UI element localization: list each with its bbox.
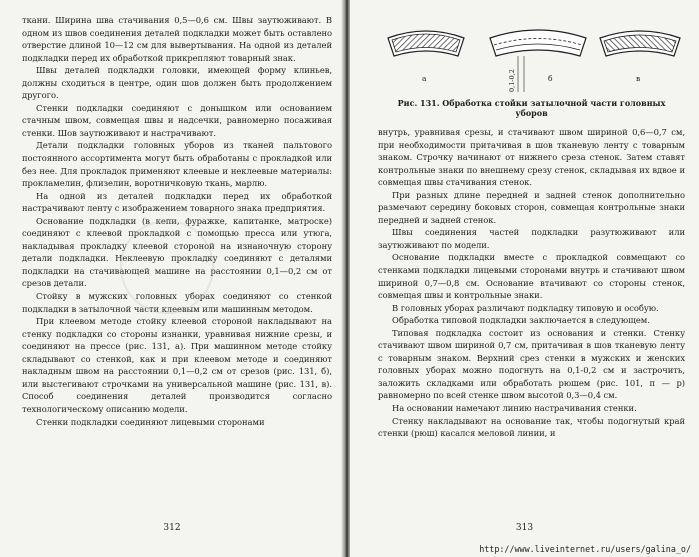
figure-piece-a xyxy=(388,31,464,56)
figure-caption: Рис. 131. Обработка стойки затылочной части головных уборов xyxy=(397,98,666,118)
paragraph: Основание подкладки вместе с прокладкой совмещают со стенками подкладки лицевыми сторонами внутрь и стачивают швом шириной 0,7—0,8 см. Основание втачивают со стороны стенок, совмещая швы и контрольные знаки. xyxy=(378,252,685,301)
paragraph: На основании намечают линию настрачивания стенки. xyxy=(392,403,637,414)
right-page-text xyxy=(378,126,685,440)
figure-label-a: а xyxy=(422,74,427,83)
figure-131 xyxy=(378,12,685,96)
left-page xyxy=(0,0,344,557)
watermark-stamp xyxy=(120,220,214,314)
paragraph: Обработка типовой подкладки заключается в следующем. xyxy=(392,315,650,326)
paragraph: Стенку накладывают на основание так, чтобы подогнутый край стенки (рюш) касался меловой линии, и xyxy=(378,415,685,439)
paragraph: внутрь, уравнивая срезы, и стачивают швом шириной 0,6—0,7 см, при необходимости притачивая в шов тканевую ленту с товарным знаком. Строчку начинают от нижнего среза стенок. Затем ставят контрольные знаки по внешнему срезу стенок, складывая их вдвое и совмещая швы стачивания стенок. xyxy=(378,127,685,188)
paragraph: ткани. Ширина шва стачивания 0,5—0,6 см. Швы заутюживают. В одном из швов соединения деталей подкладки может быть оставлено отверстие длиной 10—12 см для вывертывания. На одной из деталей подкладки перед их обработкой прикрепляют товарный знак. xyxy=(22,15,332,63)
figure-piece-b xyxy=(490,30,586,92)
right-page xyxy=(350,0,699,557)
paragraph: Швы деталей подкладки головки, имеющей форму клиньев, должны сходиться в центре, один шов должен быть продолжением другого. xyxy=(22,65,332,101)
paragraph: Типовая подкладка состоит из основания и стенки. Стенку стачивают швом шириной 0,7 см, притачивая в шов тканевую ленту с товарным знаком. Верхний срез стенки в мужских и женских головных уборах можно подогнуть на 0,1-0,2 см и застрочить, заложить складками или обработать рюшем (рис. 101, п — р) равномерно по всей стенке швом высотой 0,3—0,4 см. xyxy=(378,327,685,401)
paragraph: В головных уборах различают подкладку типовую и особую. xyxy=(392,302,659,313)
paragraph: Стенки подкладки соединяют с донышком или основанием стачным швом, совмещая швы и надсечки, равномерно посаживая стенки. Шов заутюживают и настрачивают. xyxy=(22,102,332,138)
figure-label-b: б xyxy=(548,74,553,83)
paragraph: При разных длине передней и задней стенок дополнительно размечают середину боковых сторон, совмещая контрольные знаки передней и задней стенок. xyxy=(378,189,685,225)
paragraph: Швы соединения частей подкладки разутюживают или заутюживают по модели. xyxy=(378,227,685,250)
paragraph: Детали подкладки головных уборов из тканей пальтового постоянного ассортимента могут быть обработаны с прокладкой или без нее. Для прокладок применяют клеевые и неклеевые материалы: прокламелин, флизелин, воротничковую ткань, марлю. xyxy=(22,140,332,189)
paragraph: При клеевом методе стойку клеевой стороной накладывают на стенку подкладки со стороны изнанки, уравнивая нижние срезы, и соединяют на прессе (рис. 131, а). При машинном методе стойку складывают со стенкой, как и при клеевом методе и соединяют накладным швом на расстоянии 0,1—0,2 см от срезов (рис. 131, б), или выстегивают строчками на универсальной машине (рис. 131, в). Способ соединения деталей производится согласно технологическому описанию модели. xyxy=(22,316,332,414)
source-url: http://www.liveinternet.ru/users/galina_o/ xyxy=(479,544,691,554)
figure-131-drawing xyxy=(378,12,685,96)
left-page-number: 312 xyxy=(163,523,181,533)
right-page-number: 313 xyxy=(515,523,534,533)
figure-piece-v xyxy=(600,31,680,56)
paragraph: Стойку в мужских головных уборах соединяют со стенкой подкладки в затылочной части клеевым или машинным методом. xyxy=(22,291,332,314)
figure-label-v: в xyxy=(636,74,641,83)
paragraph: На одной из деталей подкладки перед их обработкой настрачивают ленту с изображением товарного знака предприятия. xyxy=(22,190,332,214)
paragraph: Стенки подкладки соединяют лицевыми сторонами xyxy=(36,416,265,427)
paragraph: Основание подкладки (в кепи, фуражке, капитанке, матроске) соединяют с клеевой прокладкой с помощью пресса или утюга, накладывая прокладку клеевой стороной на изнаночную сторону детали подкладки. Неклеевую прокладку соединяют с деталями подкладки на стачивающей машине на расстоянии 0,1—0,2 см от срезов детали. xyxy=(22,215,332,289)
figure-dimension: 0,1-0,2 xyxy=(508,69,516,92)
